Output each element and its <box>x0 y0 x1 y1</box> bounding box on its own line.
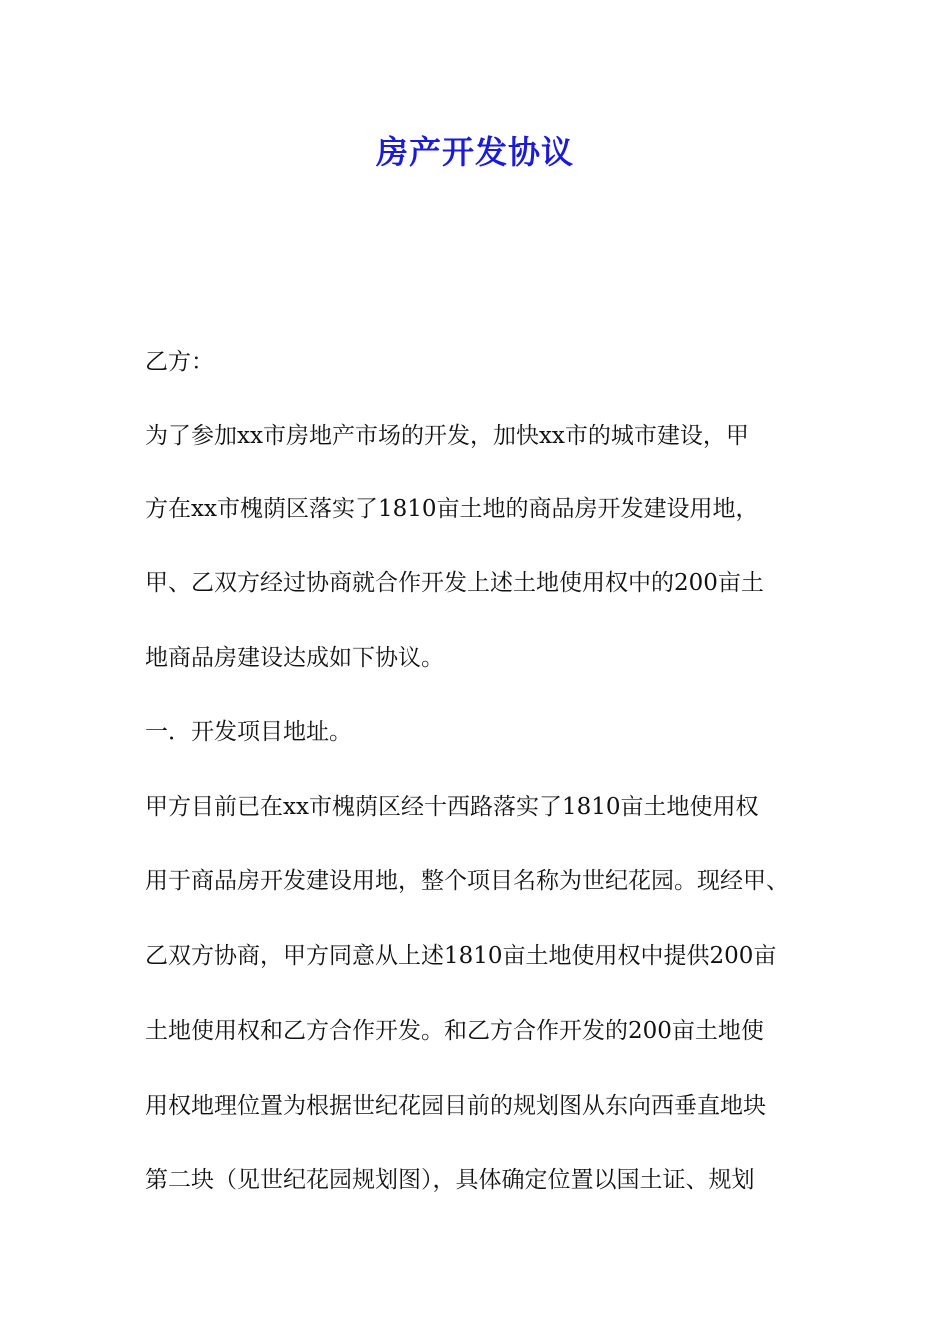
body-line: 甲、乙双方经过协商就合作开发上述土地使用权中的200亩土 <box>145 570 764 596</box>
body-line: 用于商品房开发建设用地，整个项目名称为世纪花园。现经甲、 <box>145 868 789 894</box>
body-line: 用权地理位置为根据世纪花园目前的规划图从东向西垂直地块 <box>145 1093 766 1119</box>
body-line: 地商品房建设达成如下协议。 <box>145 645 444 671</box>
body-line: 乙双方协商，甲方同意从上述1810亩土地使用权中提供200亩 <box>145 943 777 969</box>
body-line: 甲方目前已在xx市槐荫区经十西路落实了1810亩土地使用权 <box>145 794 759 820</box>
body-line: 第二块（见世纪花园规划图），具体确定位置以国土证、规划 <box>145 1167 755 1193</box>
body-line: 为了参加xx市房地产市场的开发，加快xx市的城市建设，甲 <box>145 423 749 449</box>
section-heading: 一．开发项目地址。 <box>145 719 352 745</box>
document-title: 房产开发协议 <box>375 133 574 171</box>
body-line: 乙方： <box>145 349 214 375</box>
body-line: 土地使用权和乙方合作开发。和乙方合作开发的200亩土地使 <box>145 1018 764 1044</box>
body-line: 方在xx市槐荫区落实了1810亩土地的商品房开发建设用地， <box>145 496 759 522</box>
